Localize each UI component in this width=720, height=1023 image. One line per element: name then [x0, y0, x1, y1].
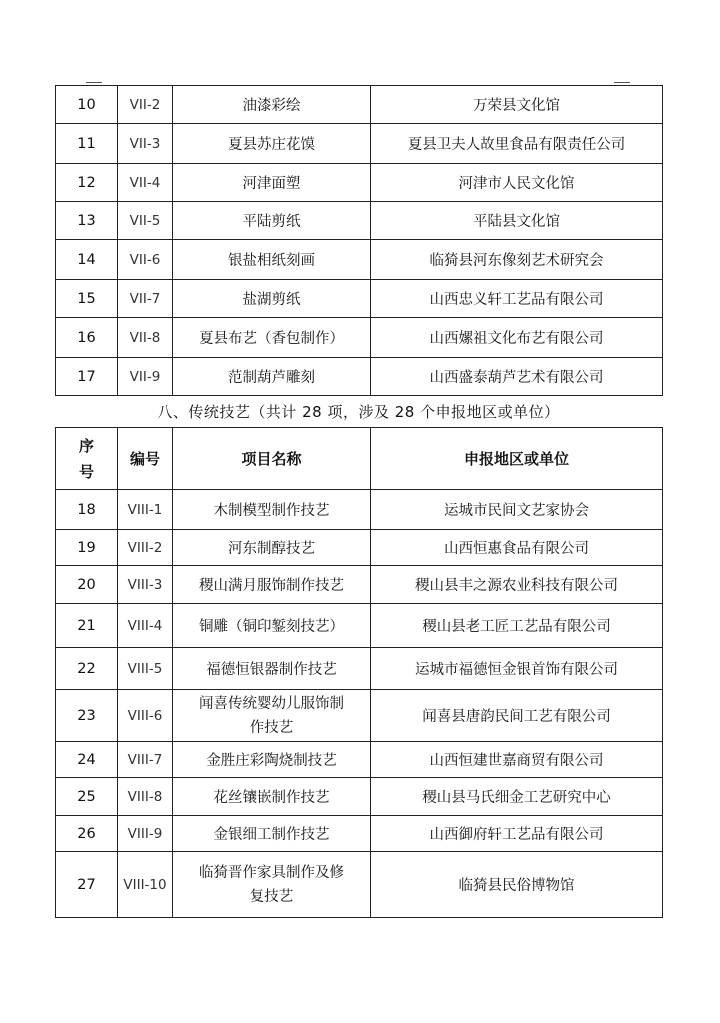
project-name: 平陆剪纸 — [173, 202, 371, 240]
item-code: VII-6 — [118, 240, 173, 280]
section-title-traditional-crafts: 八、传统技艺（共计 28 项，涉及 28 个申报地区或单位） — [157, 403, 560, 421]
table-row — [56, 778, 663, 816]
table-row — [56, 490, 663, 530]
item-code: VII-3 — [118, 124, 173, 164]
row-number: 16 — [56, 318, 118, 358]
header-sequence-line2: 号 — [78, 462, 94, 481]
item-code: VIII-9 — [118, 816, 173, 852]
applicant-unit: 山西嫘祖文化布艺有限公司 — [371, 318, 663, 358]
applicant-unit: 运城市民间文艺家协会 — [371, 490, 663, 530]
row-number: 15 — [56, 280, 118, 318]
applicant-unit: 山西恒惠食品有限公司 — [371, 530, 663, 566]
table-row — [56, 816, 663, 852]
row-number: 12 — [56, 164, 118, 202]
project-name: 河津面塑 — [173, 164, 371, 202]
header-sequence-line1: 序 — [78, 436, 94, 455]
table-row — [56, 690, 663, 742]
project-name: 盐湖剪纸 — [173, 280, 371, 318]
project-name: 河东制醇技艺 — [173, 530, 371, 566]
row-number: 11 — [56, 124, 118, 164]
item-code: VIII-8 — [118, 778, 173, 816]
applicant-unit: 稷山县马氏细金工艺研究中心 — [371, 778, 663, 816]
table-row — [56, 648, 663, 690]
applicant-unit: 稷山县老工匠工艺品有限公司 — [371, 604, 663, 648]
crop-mark-left — [86, 70, 102, 83]
project-name: 稷山满月服饰制作技艺 — [173, 566, 371, 604]
project-name — [173, 852, 371, 918]
item-code: VII-2 — [118, 86, 173, 124]
project-name — [173, 690, 371, 742]
row-number: 23 — [56, 690, 118, 742]
row-number: 22 — [56, 648, 118, 690]
project-name: 银盐相纸刻画 — [173, 240, 371, 280]
applicant-unit: 运城市福德恒金银首饰有限公司 — [371, 648, 663, 690]
table-row — [56, 240, 663, 280]
item-code: VIII-6 — [118, 690, 173, 742]
header-project-name: 项目名称 — [173, 428, 371, 490]
project-name: 夏县苏庄花馍 — [173, 124, 371, 164]
item-code: VII-5 — [118, 202, 173, 240]
table-row — [56, 566, 663, 604]
row-number: 27 — [56, 852, 118, 918]
item-code: VIII-2 — [118, 530, 173, 566]
table-row — [56, 742, 663, 778]
item-code: VIII-5 — [118, 648, 173, 690]
project-name-line1: 临猗晋作家具制作及修 — [199, 864, 344, 881]
item-code: VII-4 — [118, 164, 173, 202]
applicant-unit: 山西恒建世嘉商贸有限公司 — [371, 742, 663, 778]
table-row — [56, 280, 663, 318]
row-number: 24 — [56, 742, 118, 778]
project-name: 油漆彩绘 — [173, 86, 371, 124]
table-row — [56, 852, 663, 918]
item-code: VIII-4 — [118, 604, 173, 648]
applicant-unit: 山西盛泰葫芦艺术有限公司 — [371, 358, 663, 396]
table-folk-art-continued — [55, 85, 663, 396]
table-row — [56, 164, 663, 202]
row-number: 19 — [56, 530, 118, 566]
table-row — [56, 358, 663, 396]
applicant-unit: 平陆县文化馆 — [371, 202, 663, 240]
project-name-line2: 作技艺 — [249, 719, 294, 736]
row-number: 25 — [56, 778, 118, 816]
item-code: VII-7 — [118, 280, 173, 318]
item-code: VIII-3 — [118, 566, 173, 604]
applicant-unit: 临猗县民俗博物馆 — [371, 852, 663, 918]
table-row — [56, 124, 663, 164]
applicant-unit: 闻喜县唐韵民间工艺有限公司 — [371, 690, 663, 742]
header-sequence — [56, 428, 118, 490]
project-name: 金胜庄彩陶烧制技艺 — [173, 742, 371, 778]
applicant-unit: 夏县卫夫人故里食品有限责任公司 — [371, 124, 663, 164]
applicant-unit: 万荣县文化馆 — [371, 86, 663, 124]
table-row — [56, 202, 663, 240]
applicant-unit: 稷山县丰之源农业科技有限公司 — [371, 566, 663, 604]
applicant-unit: 山西御府轩工艺品有限公司 — [371, 816, 663, 852]
project-name: 花丝镶嵌制作技艺 — [173, 778, 371, 816]
project-name: 木制模型制作技艺 — [173, 490, 371, 530]
project-name-line2: 复技艺 — [249, 888, 294, 905]
row-number: 18 — [56, 490, 118, 530]
table-row — [56, 318, 663, 358]
table-header-row — [56, 428, 663, 490]
project-name: 夏县布艺（香包制作） — [173, 318, 371, 358]
project-name-line1: 闻喜传统婴幼儿服饰制 — [199, 695, 344, 712]
row-number: 20 — [56, 566, 118, 604]
item-code: VIII-10 — [118, 852, 173, 918]
table-traditional-crafts — [55, 427, 663, 918]
applicant-unit: 临猗县河东像刻艺术研究会 — [371, 240, 663, 280]
item-code: VII-8 — [118, 318, 173, 358]
item-code: VIII-1 — [118, 490, 173, 530]
project-name: 铜雕（铜印錾刻技艺） — [173, 604, 371, 648]
row-number: 13 — [56, 202, 118, 240]
row-number: 21 — [56, 604, 118, 648]
crop-mark-right — [614, 70, 630, 83]
applicant-unit: 河津市人民文化馆 — [371, 164, 663, 202]
project-name: 范制葫芦雕刻 — [173, 358, 371, 396]
header-code: 编号 — [118, 428, 173, 490]
project-name: 福德恒银器制作技艺 — [173, 648, 371, 690]
project-name: 金银细工制作技艺 — [173, 816, 371, 852]
row-number: 26 — [56, 816, 118, 852]
applicant-unit: 山西忠义轩工艺品有限公司 — [371, 280, 663, 318]
table-row — [56, 604, 663, 648]
table-row — [56, 86, 663, 124]
table-row — [56, 530, 663, 566]
header-applicant-unit: 申报地区或单位 — [371, 428, 663, 490]
row-number: 17 — [56, 358, 118, 396]
row-number: 14 — [56, 240, 118, 280]
item-code: VIII-7 — [118, 742, 173, 778]
item-code: VII-9 — [118, 358, 173, 396]
row-number: 10 — [56, 86, 118, 124]
